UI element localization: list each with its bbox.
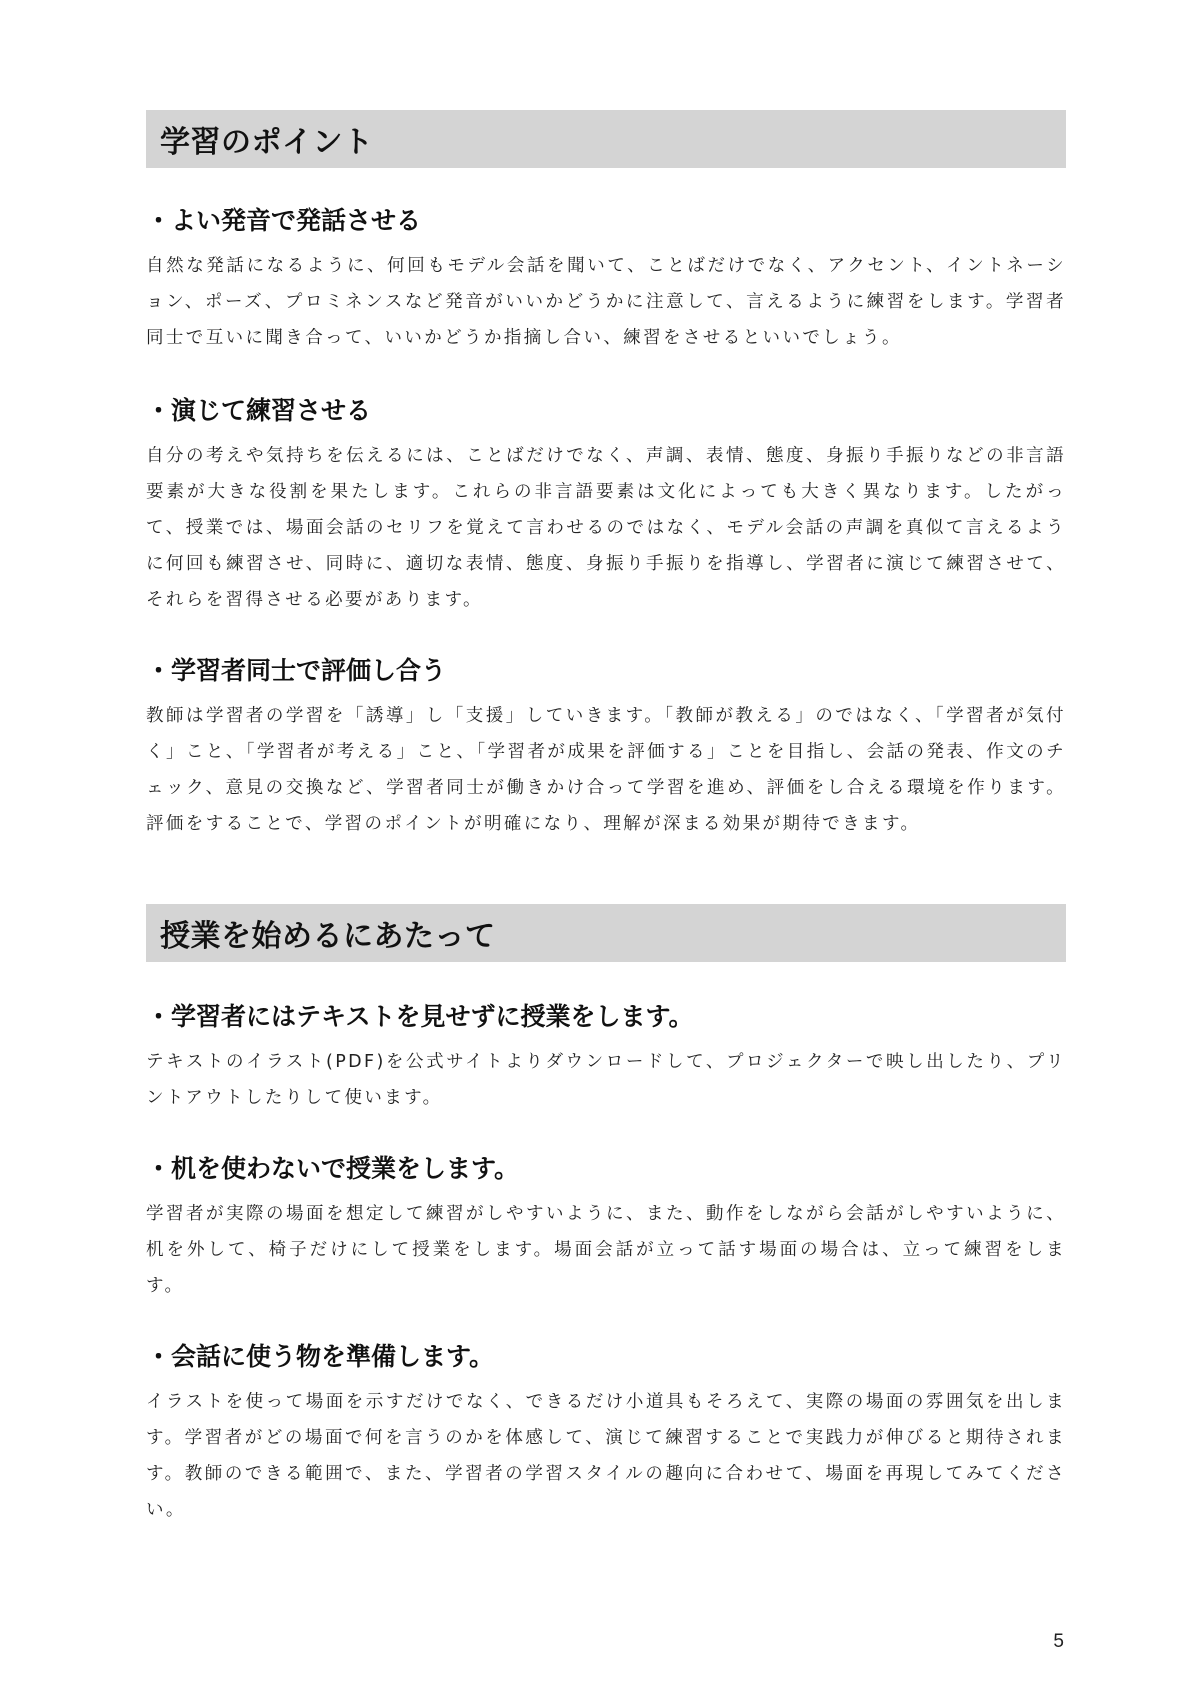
item-body: イラストを使って場面を示すだけでなく、できるだけ小道具もそろえて、実際の場面の雰囲気を出します。学習者がどの場面で何を言うのかを体感して、演じて練習することで実践力が伸びると期待されます。教師のできる範囲で、また、学習者の学習スタイルの趣向に合わせて、場面を再現してみてください。 — [146, 1392, 1066, 1520]
item-heading: ・学習者同士で評価し合う — [146, 656, 447, 685]
section-before-class — [146, 904, 1066, 1528]
point-item-pronunciation — [146, 204, 1066, 356]
point-item-peer-evaluation — [146, 654, 1066, 842]
item-body: 教師は学習者の学習を「誘導」し「支援」していきます。「教師が教える」のではなく、「学習者が気付く」こと、「学習者が考える」こと、「学習者が成果を評価する」ことを目指し、会話の発表、作文のチェック、意見の交換など、学習者同士が働きかけ合って学習を進め、評価をし合える環境を作ります。評価をすることで、学習のポイントが明確になり、理解が深まる効果が期待できます。 — [146, 706, 1066, 834]
page-number: 5 — [1053, 1631, 1064, 1652]
item-body: 学習者が実際の場面を想定して練習がしやすいように、また、動作をしながら会話がしやすいように、机を外して、椅子だけにして授業をします。場面会話が立って話す場面の場合は、立って練習をします。 — [146, 1204, 1066, 1296]
item-heading: ・演じて練習させる — [146, 396, 372, 425]
section-header — [146, 904, 1066, 962]
item-heading: ・よい発音で発話させる — [146, 206, 422, 235]
prep-item-no-textbook — [146, 1000, 1066, 1116]
section-title: 授業を始めるにあたって — [160, 919, 496, 954]
item-heading: ・会話に使う物を準備します。 — [146, 1342, 495, 1371]
item-body: 自然な発話になるように、何回もモデル会話を聞いて、ことばだけでなく、アクセント、イントネーション、ポーズ、プロミネンスなど発音がいいかどうかに注意して、言えるように練習をします。学習者同士で互いに聞き合って、いいかどうか指摘し合い、練習をさせるといいでしょう。 — [146, 256, 1066, 348]
item-body: 自分の考えや気持ちを伝えるには、ことばだけでなく、声調、表情、態度、身振り手振りなどの非言語要素が大きな役割を果たします。これらの非言語要素は文化によっても大きく異なります。したがって、授業では、場面会話のセリフを覚えて言わせるのではなく、モデル会話の声調を真似て言えるように何回も練習させ、同時に、適切な表情、態度、身振り手振りを指導し、学習者に演じて練習させて、それらを習得させる必要があります。 — [146, 446, 1066, 610]
item-body: テキストのイラスト(PDF)を公式サイトよりダウンロードして、プロジェクターで映し出したり、プリントアウトしたりして使います。 — [146, 1052, 1066, 1108]
item-heading: ・学習者にはテキストを見せずに授業をします。 — [146, 1002, 694, 1031]
section-learning-points — [146, 110, 1066, 842]
point-item-acting — [146, 394, 1066, 618]
prep-item-props — [146, 1340, 1066, 1528]
section-title: 学習のポイント — [160, 125, 374, 160]
item-heading: ・机を使わないで授業をします。 — [146, 1154, 520, 1183]
prep-item-no-desks — [146, 1152, 1066, 1304]
section-header — [146, 110, 1066, 168]
